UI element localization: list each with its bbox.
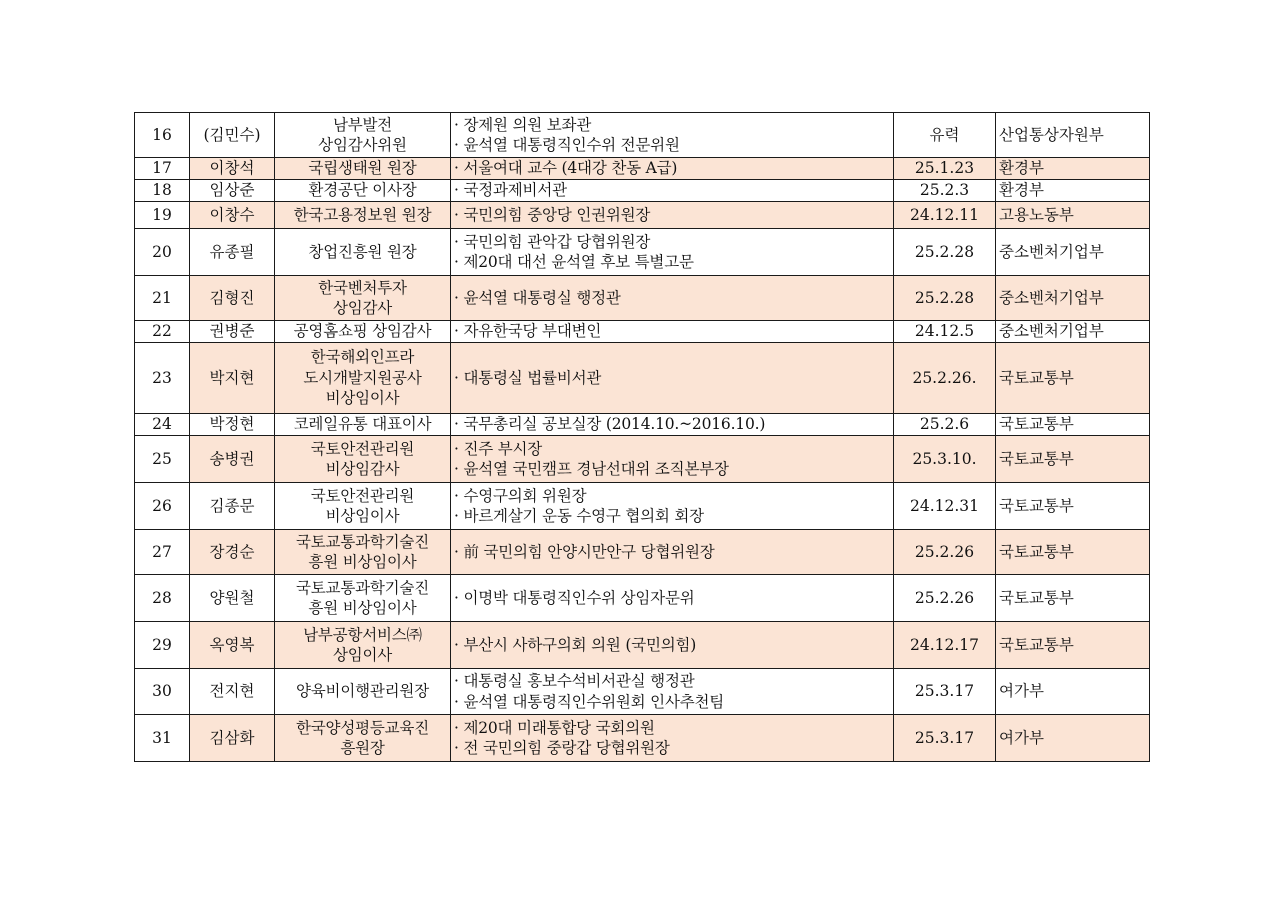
career-history [451, 343, 894, 414]
row-number: 21 [135, 276, 190, 321]
appointment-date: 25.2.26 [894, 575, 996, 622]
career-history-line: · 장제원 의원 보좌관 [454, 115, 592, 134]
appointed-position [275, 622, 451, 669]
appointed-position-line: 국립생태원 원장 [308, 159, 417, 178]
row-number: 20 [135, 229, 190, 276]
ministry: 중소벤처기업부 [996, 276, 1150, 321]
appointment-date: 24.12.17 [894, 622, 996, 669]
appointment-date: 24.12.5 [894, 321, 996, 343]
career-history-line: · 대통령실 법률비서관 [454, 368, 602, 387]
row-number: 28 [135, 575, 190, 622]
appointed-position [275, 229, 451, 276]
appointment-date: 25.2.28 [894, 276, 996, 321]
person-name: 김형진 [190, 276, 275, 321]
career-history-line: · 바르게살기 운동 수영구 협의회 회장 [454, 507, 704, 525]
table-row [135, 180, 1150, 202]
appointment-date: 25.2.26. [894, 343, 996, 414]
ministry: 국토교통부 [996, 575, 1150, 622]
appointed-position-line: 국토안전관리원 [310, 439, 415, 458]
row-number: 18 [135, 180, 190, 202]
appointment-date: 24.12.11 [894, 202, 996, 229]
person-name: 김종문 [190, 483, 275, 530]
appointment-date: 25.1.23 [894, 158, 996, 180]
person-name: 이창석 [190, 158, 275, 180]
career-history [451, 530, 894, 575]
ministry: 여가부 [996, 715, 1150, 762]
row-number: 27 [135, 530, 190, 575]
table-row [135, 575, 1150, 622]
table-row [135, 321, 1150, 343]
table-row [135, 715, 1150, 762]
appointed-position-line: 비상임이사 [325, 507, 400, 525]
appointment-date: 25.3.17 [894, 715, 996, 762]
career-history-line: · 윤석열 국민캠프 경남선대위 조직본부장 [454, 460, 729, 478]
ministry: 환경부 [996, 180, 1150, 202]
ministry: 국토교통부 [996, 414, 1150, 436]
table-row [135, 530, 1150, 575]
appointed-position-line: 상임이사 [332, 646, 393, 664]
row-number: 26 [135, 483, 190, 530]
appointed-position [275, 436, 451, 483]
ministry: 환경부 [996, 158, 1150, 180]
appointed-position-line: 한국해외인프라 [310, 348, 415, 367]
career-history [451, 715, 894, 762]
appointed-position-line: 한국벤처투자 [318, 278, 407, 297]
row-number: 31 [135, 715, 190, 762]
table-row [135, 276, 1150, 321]
appointed-position [275, 343, 451, 414]
appointed-position-line: 코레일유통 대표이사 [293, 415, 432, 434]
row-number: 30 [135, 669, 190, 715]
career-history [451, 276, 894, 321]
career-history-line: · 윤석열 대통령직인수위 전문위원 [454, 136, 680, 154]
appointed-position-line: 남부공항서비스㈜ [303, 625, 422, 644]
appointment-date: 24.12.31 [894, 483, 996, 530]
career-history-line: · 前 국민의힘 안양시만안구 당협위원장 [454, 542, 715, 561]
person-name: 박정현 [190, 414, 275, 436]
appointed-position [275, 321, 451, 343]
appointed-position-line: 남부발전 [332, 115, 393, 134]
career-history [451, 229, 894, 276]
appointed-position [275, 483, 451, 530]
career-history-line: · 국정과제비서관 [454, 181, 567, 200]
appointed-position-line: 환경공단 이사장 [308, 181, 417, 200]
person-name: 권병준 [190, 321, 275, 343]
career-history-line: · 윤석열 대통령직인수위원회 인사추천팀 [454, 692, 725, 711]
person-name: 옥영복 [190, 622, 275, 669]
career-history-line: · 이명박 대통령직인수위 상임자문위 [454, 588, 695, 607]
table-row [135, 669, 1150, 715]
career-history [451, 669, 894, 715]
appointed-position [275, 202, 451, 229]
appointed-position-line: 흥원 비상임이사 [308, 599, 417, 617]
appointment-date: 25.2.28 [894, 229, 996, 276]
person-name: 양원철 [190, 575, 275, 622]
ministry: 국토교통부 [996, 343, 1150, 414]
appointed-position-line: 도시개발지원공사 [303, 368, 422, 387]
career-history [451, 622, 894, 669]
appointed-position-line: 국토교통과학기술진 [296, 532, 429, 551]
appointed-position-line: 흥원 비상임이사 [308, 553, 417, 571]
career-history-line: · 제20대 미래통합당 국회의원 [454, 718, 655, 737]
career-history-line: · 국민의힘 중앙당 인권위원장 [454, 205, 651, 224]
person-name: 송병권 [190, 436, 275, 483]
career-history [451, 414, 894, 436]
table-row [135, 343, 1150, 414]
appointee-table [134, 112, 1150, 762]
career-history [451, 180, 894, 202]
appointment-date: 25.2.6 [894, 414, 996, 436]
appointed-position [275, 715, 451, 762]
appointed-position [275, 180, 451, 202]
appointment-date: 유력 [894, 113, 996, 158]
appointment-date: 25.3.10. [894, 436, 996, 483]
appointed-position [275, 113, 451, 158]
appointed-position [275, 669, 451, 715]
career-history [451, 113, 894, 158]
person-name: 박지현 [190, 343, 275, 414]
career-history [451, 575, 894, 622]
career-history-line: · 윤석열 대통령실 행정관 [454, 288, 621, 307]
career-history [451, 483, 894, 530]
row-number: 22 [135, 321, 190, 343]
ministry: 고용노동부 [996, 202, 1150, 229]
appointed-position-line: 비상임감사 [325, 460, 400, 478]
row-number: 25 [135, 436, 190, 483]
appointed-position [275, 414, 451, 436]
row-number: 29 [135, 622, 190, 669]
table-body [135, 113, 1150, 762]
table-row [135, 202, 1150, 229]
appointed-position-line: 비상임이사 [325, 389, 400, 408]
person-name: (김민수) [190, 113, 275, 158]
row-number: 17 [135, 158, 190, 180]
table-row [135, 414, 1150, 436]
appointed-position-line: 공영홈쇼핑 상임감사 [293, 322, 432, 341]
ministry: 국토교통부 [996, 622, 1150, 669]
career-history [451, 202, 894, 229]
career-history [451, 321, 894, 343]
table-row [135, 436, 1150, 483]
career-history-line: · 자유한국당 부대변인 [454, 322, 602, 341]
appointed-position-line: 창업진흥원 원장 [308, 242, 417, 261]
ministry: 국토교통부 [996, 436, 1150, 483]
appointed-position-line: 상임감사위원 [318, 136, 407, 154]
ministry: 중소벤처기업부 [996, 321, 1150, 343]
table-row [135, 113, 1150, 158]
appointed-position [275, 158, 451, 180]
person-name: 김삼화 [190, 715, 275, 762]
appointed-position-line: 양육비이행관리원장 [296, 682, 429, 701]
ministry: 국토교통부 [996, 483, 1150, 530]
person-name: 임상준 [190, 180, 275, 202]
career-history-line: · 국무총리실 공보실장 (2014.10.~2016.10.) [454, 415, 766, 434]
appointed-position [275, 575, 451, 622]
table-row [135, 158, 1150, 180]
table-row [135, 622, 1150, 669]
ministry: 여가부 [996, 669, 1150, 715]
row-number: 23 [135, 343, 190, 414]
row-number: 24 [135, 414, 190, 436]
appointed-position [275, 530, 451, 575]
person-name: 이창수 [190, 202, 275, 229]
person-name: 장경순 [190, 530, 275, 575]
career-history-line: · 대통령실 홍보수석비서관실 행정관 [454, 672, 695, 691]
row-number: 16 [135, 113, 190, 158]
ministry: 국토교통부 [996, 530, 1150, 575]
appointed-position-line: 흥원장 [340, 739, 385, 757]
table-row [135, 229, 1150, 276]
appointed-position [275, 276, 451, 321]
career-history-line: · 수영구의회 위원장 [454, 486, 587, 505]
ministry: 중소벤처기업부 [996, 229, 1150, 276]
row-number: 19 [135, 202, 190, 229]
appointed-position-line: 한국고용정보원 원장 [293, 205, 432, 224]
career-history-line: · 서울여대 교수 (4대강 찬동 A급) [454, 159, 678, 178]
ministry: 산업통상자원부 [996, 113, 1150, 158]
career-history-line: · 진주 부시장 [454, 439, 543, 458]
career-history-line: · 부산시 사하구의회 의원 (국민의힘) [454, 635, 697, 654]
career-history [451, 158, 894, 180]
appointed-position-line: 한국양성평등교육진 [296, 718, 429, 737]
appointed-position-line: 국토안전관리원 [310, 486, 415, 505]
person-name: 전지현 [190, 669, 275, 715]
appointment-date: 25.2.3 [894, 180, 996, 202]
career-history-line: · 전 국민의힘 중랑갑 당협위원장 [454, 739, 670, 757]
person-name: 유종필 [190, 229, 275, 276]
career-history [451, 436, 894, 483]
appointed-position-line: 상임감사 [332, 299, 393, 317]
career-history-line: · 국민의힘 관악갑 당협위원장 [454, 232, 651, 251]
table-row [135, 483, 1150, 530]
career-history-line: · 제20대 대선 윤석열 후보 특별고문 [454, 253, 694, 271]
appointment-date: 25.2.26 [894, 530, 996, 575]
appointment-date: 25.3.17 [894, 669, 996, 715]
appointed-position-line: 국토교통과학기술진 [296, 578, 429, 597]
